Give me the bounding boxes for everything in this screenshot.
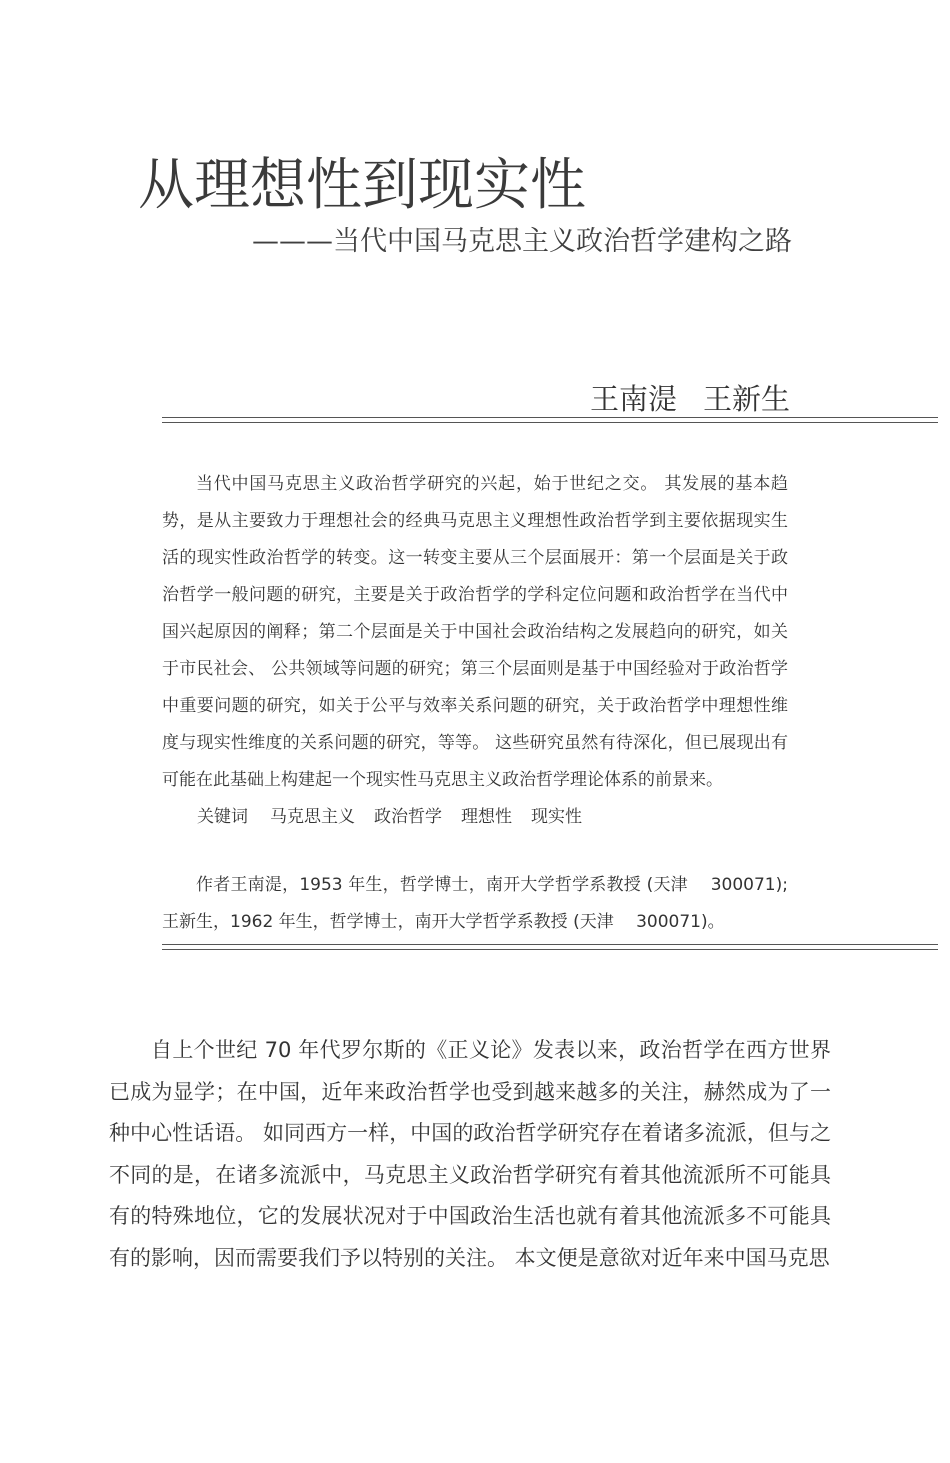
keywords-label: 关键词	[197, 807, 248, 827]
author-name: 王新生	[702, 382, 790, 416]
article-subtitle: ———当代中国马克思主义政治哲学建构之路	[252, 226, 792, 257]
body-paragraph: 自上个世纪 70 年代罗尔斯的《正义论》发表以来，政治哲学在西方世界已成为显学；在中国，近年来政治哲学也受到越来越多的关注，赫然成为了一种中心性话语。 如同西方一样，中国的政治哲学研究存在着诸多流派，但与之不同的是，在诸多流派中，马克思主义政治哲学研究有着其他流派所不可能具有的特殊地位，它的发展状况对于中国政治生活也就有着其他流派多不可能具有的影响，因而需要我们予以特别的关注。 本文便是意欲对近年来中国马克思	[109, 1038, 831, 1270]
keyword: 理想性	[461, 807, 512, 827]
double-rule-divider	[162, 417, 938, 423]
author-note-text: 作者王南湜，1953 年生，哲学博士，南开大学哲学系教授 (天津 300071);王新生，1962 年生，哲学博士，南开大学哲学系教授 (天津 300071)。	[162, 875, 788, 932]
body-text-block	[109, 1030, 831, 1280]
author-name: 王南湜	[589, 382, 677, 416]
keyword: 政治哲学	[374, 807, 442, 827]
author-line	[590, 378, 790, 420]
keyword: 现实性	[531, 807, 582, 827]
author-note-block	[162, 867, 788, 941]
double-rule-divider	[162, 944, 938, 950]
abstract-text: 当代中国马克思主义政治哲学研究的兴起，始于世纪之交。 其发展的基本趋势，是从主要致力于理想社会的经典马克思主义理想性政治哲学到主要依据现实生活的现实性政治哲学的转变。这一转变主要从三个层面展开：第一个层面是关于政治哲学一般问题的研究，主要是关于政治哲学的学科定位问题和政治哲学在当代中国兴起原因的阐释；第二个层面是关于中国社会政治结构之发展趋向的研究，如关于市民社会、 公共领域等问题的研究；第三个层面则是基于中国经验对于政治哲学中重要问题的研究，如关于公平与效率关系问题的研究，关于政治哲学中理想性维度与现实性维度的关系问题的研究，等等。 这些研究虽然有待深化，但已展现出有可能在此基础上构建起一个现实性马克思主义政治哲学理论体系的前景来。	[162, 474, 788, 790]
article-title: 从理想性到现实性	[138, 153, 586, 218]
keywords-line	[197, 800, 601, 834]
keyword: 马克思主义	[270, 807, 355, 827]
abstract-block	[162, 466, 788, 799]
